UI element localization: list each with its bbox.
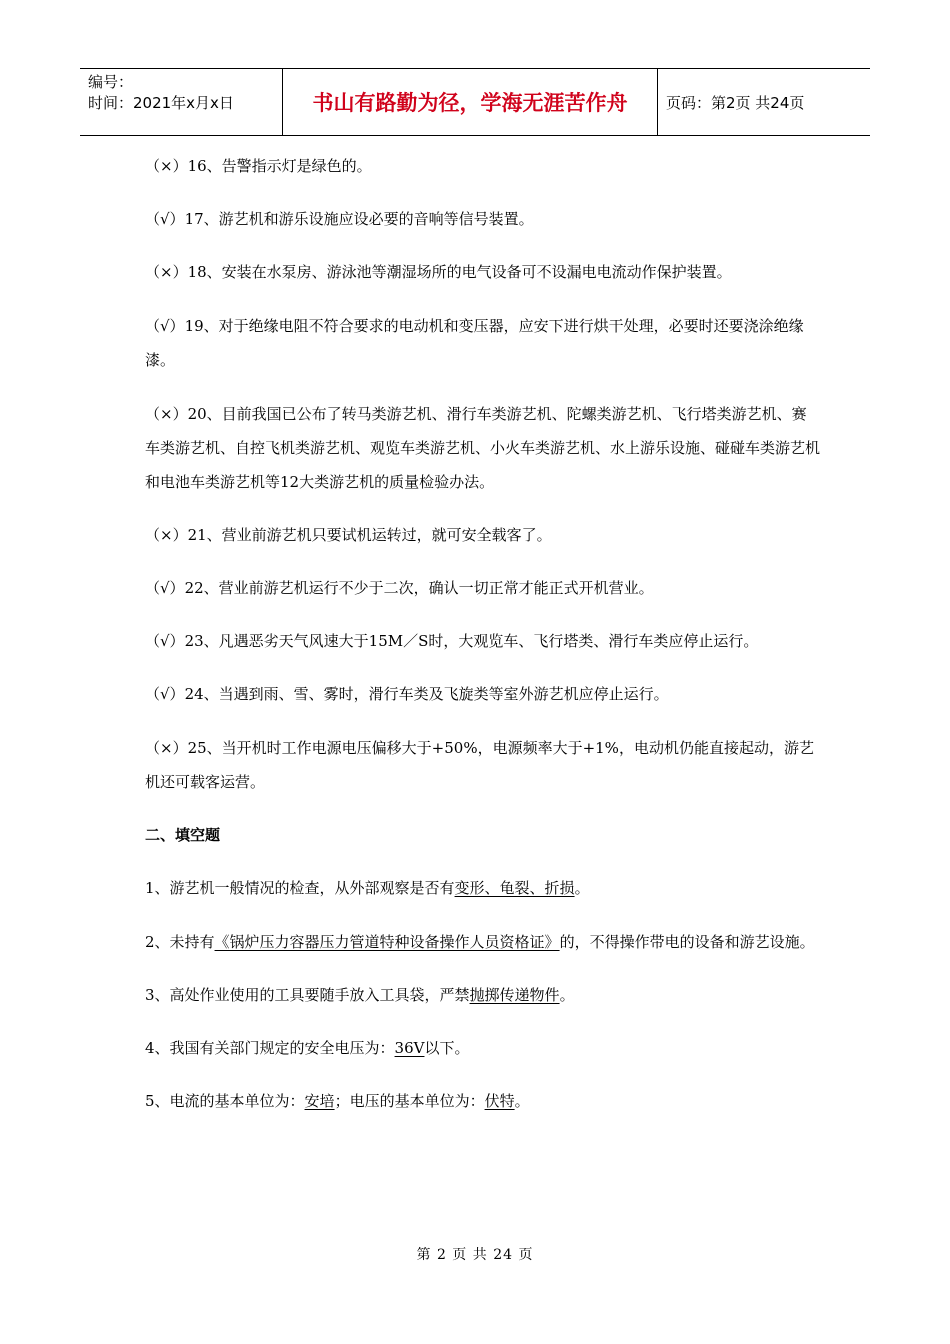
answer-mark: （×） [145,263,188,281]
fill-item-4 [145,1032,820,1065]
document-date-label: 时间：2021年x月x日 [88,94,234,112]
question-text-mid: ；电压的基本单位为： [334,1092,485,1110]
item-text: 23、凡遇恶劣天气风速大于15M／S时，大观览车、飞行塔类、滑行车类应停止运行。 [184,632,759,650]
answer-blank: 变形、龟裂、折损 [454,879,575,897]
header-page-number: 页码：第2页 共24页 [666,93,805,112]
answer-mark: （√） [145,632,185,650]
judgment-item-17 [145,203,820,236]
answer-blank-voltage: 伏特 [484,1092,515,1110]
fill-item-3 [145,979,820,1012]
judgment-item-25 [145,731,820,799]
fill-item-2 [145,925,820,959]
header-motto: 书山有路勤为径，学海无涯苦作舟 [282,69,658,135]
judgment-item-23 [145,625,820,658]
item-text: 24、当遇到雨、雪、雾时，滑行车类及飞旋类等室外游艺机应停止运行。 [184,685,669,703]
document-body [145,150,820,1138]
judgment-item-20 [145,397,820,499]
item-text: 22、营业前游艺机运行不少于二次，确认一切正常才能正式开机营业。 [184,579,654,597]
answer-blank: 抛掷传递物件 [469,986,560,1004]
question-text: 5、电流的基本单位为： [145,1092,305,1110]
question-text-end: 。 [574,879,590,897]
answer-blank: 《锅炉压力容器压力管道特种设备操作人员资格证》 [214,933,560,951]
item-text: 20、目前我国已公布了转马类游艺机、滑行车类游艺机、陀螺类游艺机、飞行塔类游艺机、赛车类游艺机、自控飞机类游艺机、观览车类游艺机、小火车类游艺机、水上游乐设施、碰碰车类游艺机和电池车类游艺机等12大类游艺机的质量检验办法。 [145,405,821,491]
item-text: 25、当开机时工作电源电压偏移大于+50%，电源频率大于+1%，电动机仍能直接起动，游艺机还可载客运营。 [145,739,814,791]
question-text-end: 以下。 [424,1039,470,1057]
item-text: 17、游艺机和游乐设施应设必要的音响等信号装置。 [184,210,534,228]
answer-blank-current: 安培 [304,1092,335,1110]
document-number-label: 编号： [88,73,134,91]
answer-blank: 36V [394,1039,425,1057]
fill-item-1 [145,872,820,905]
question-text: 3、高处作业使用的工具要随手放入工具袋，严禁 [145,986,470,1004]
item-text: 18、安装在水泵房、游泳池等潮湿场所的电气设备可不设漏电电流动作保护装置。 [187,263,732,281]
judgment-item-16 [145,150,820,183]
question-text: 1、游艺机一般情况的检查，从外部观察是否有 [145,879,455,897]
answer-mark: （√） [145,685,185,703]
header-meta [80,69,282,135]
page-footer: 第 2 页 共 24 页 [416,1247,534,1263]
item-text: 21、营业前游艺机只要试机运转过，就可安全载客了。 [187,526,552,544]
question-text-end: 。 [559,986,575,1004]
fill-item-5 [145,1085,820,1118]
answer-mark: （×） [145,157,188,175]
answer-mark: （×） [145,405,188,423]
judgment-item-19 [145,309,820,377]
item-text: 19、对于绝缘电阻不符合要求的电动机和变压器，应安下进行烘干处理，必要时还要浇涂绝缘漆。 [145,317,804,369]
page-header [80,68,870,136]
judgment-item-22 [145,572,820,605]
question-text-end: 的，不得操作带电的设备和游艺设施。 [559,933,815,951]
question-text: 4、我国有关部门规定的安全电压为： [145,1039,395,1057]
answer-mark: （√） [145,210,185,228]
item-text: 16、告警指示灯是绿色的。 [187,157,372,175]
judgment-item-24 [145,678,820,711]
answer-mark: （√） [145,579,185,597]
answer-mark: （√） [145,317,185,335]
answer-mark: （×） [145,526,188,544]
question-text: 2、未持有 [145,933,215,951]
question-text-end: 。 [514,1092,530,1110]
section-heading-fill-blank: 二、填空题 [145,826,221,844]
judgment-item-18 [145,256,820,289]
answer-mark: （×） [145,739,188,757]
judgment-item-21 [145,519,820,552]
